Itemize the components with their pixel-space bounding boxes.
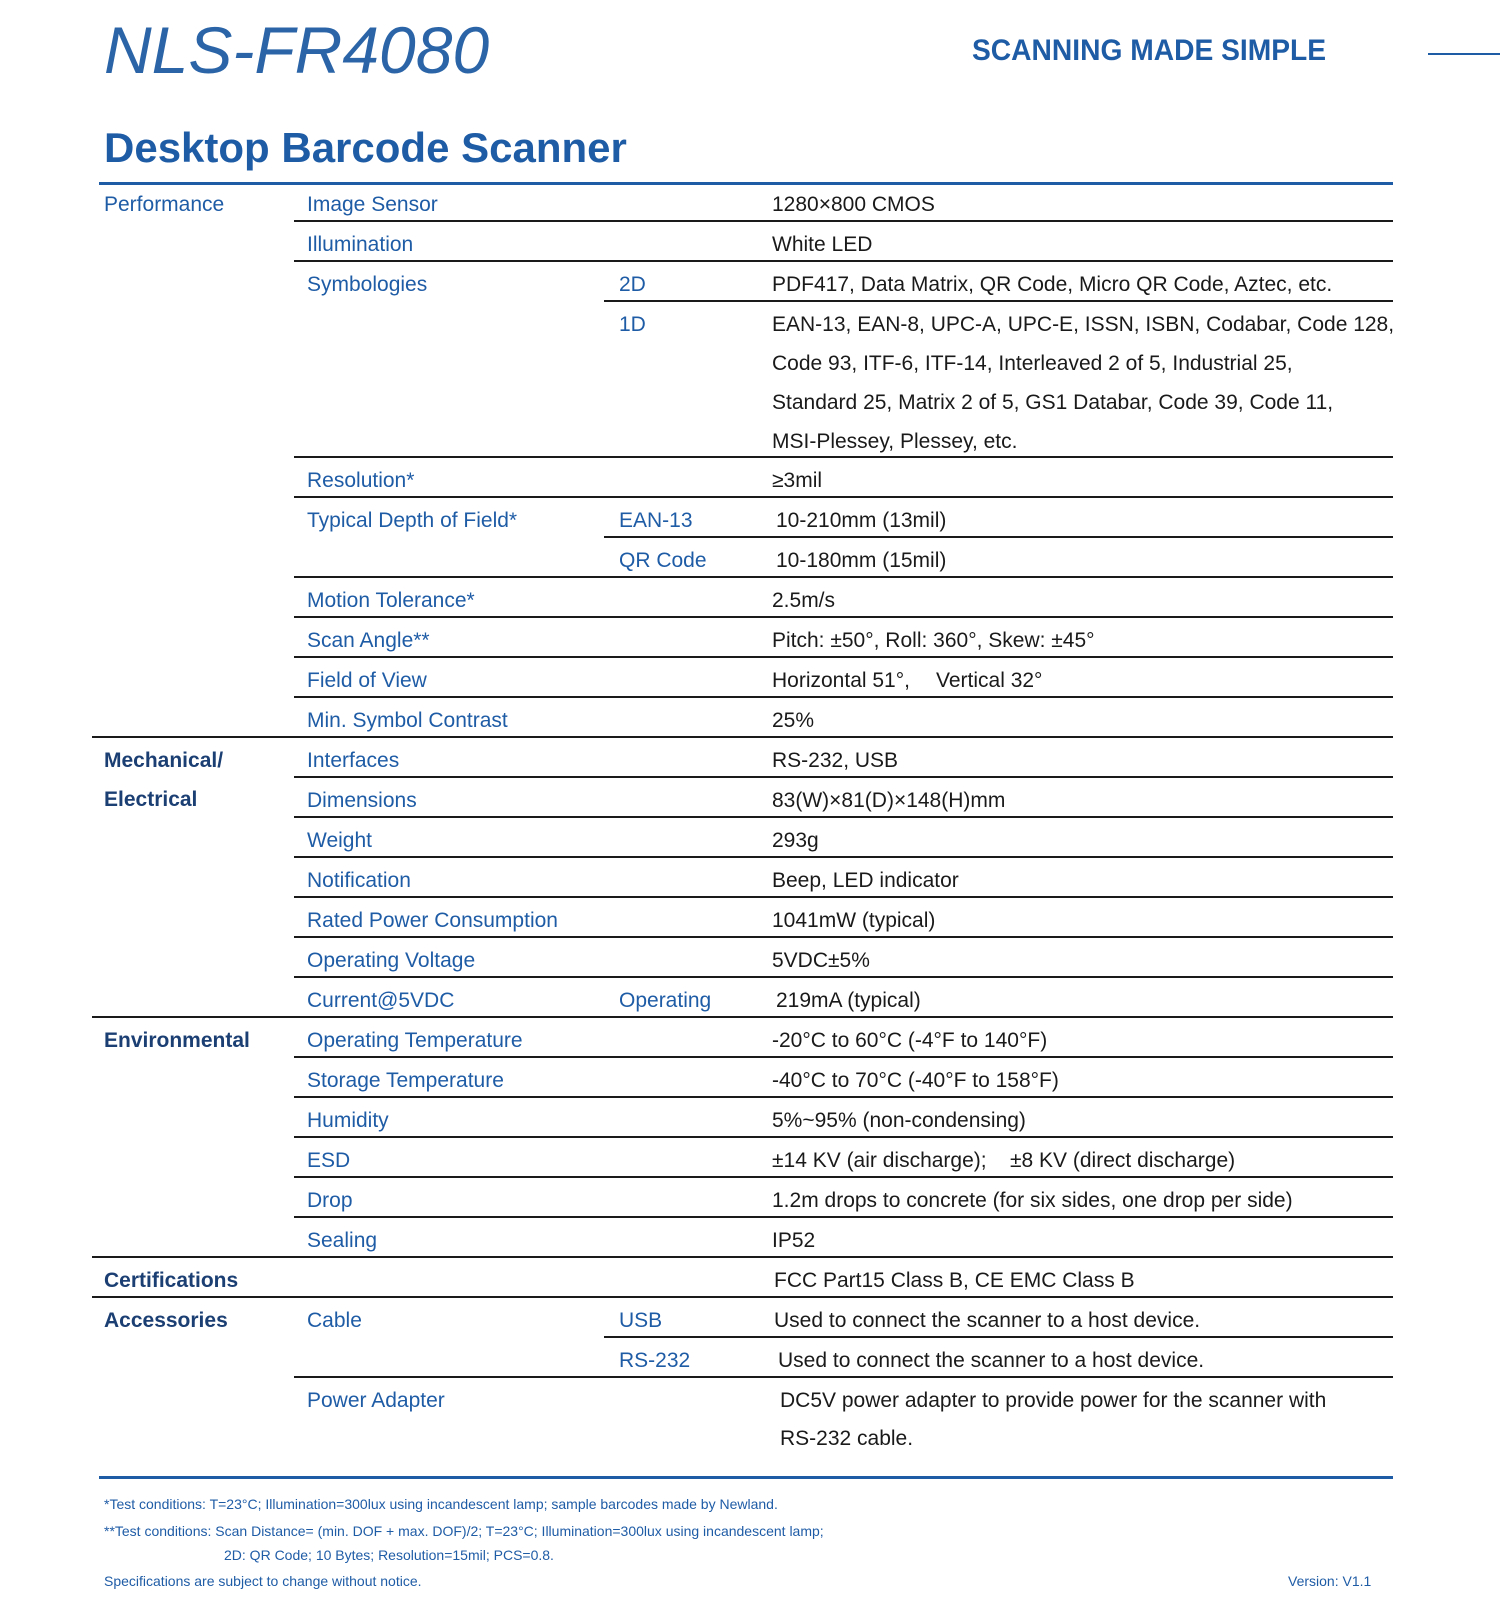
spec-value-interfaces: RS-232, USB <box>772 749 899 772</box>
spec-label-voltage: Operating Voltage <box>307 949 476 972</box>
spec-value-drop: 1.2m drops to concrete (for six sides, one drop per side) <box>772 1189 1293 1212</box>
spec-value-min-contrast: 25% <box>772 709 815 732</box>
row-divider <box>294 696 1393 698</box>
spec-label-dimensions: Dimensions <box>307 789 417 812</box>
spec-label-humidity: Humidity <box>307 1109 389 1132</box>
spec-value-certifications: FCC Part15 Class B, CE EMC Class B <box>774 1269 1135 1292</box>
spec-value-cable-rs232: Used to connect the scanner to a host device. <box>778 1349 1205 1372</box>
row-divider <box>294 1176 1393 1178</box>
spec-value-resolution: ≥3mil <box>772 469 823 492</box>
footnote-scan-conditions: **Test conditions: Scan Distance= (min. DOF + max. DOF)/2; T=23°C; Illumination=300lux using incandescent lamp; <box>104 1523 824 1539</box>
spec-label-power: Rated Power Consumption <box>307 909 558 932</box>
spec-value-scan-angle: Pitch: ±50°, Roll: 360°, Skew: ±45° <box>772 629 1095 652</box>
row-divider <box>294 936 1393 938</box>
spec-value-fov-horizontal: Horizontal 51°, <box>772 669 910 692</box>
spec-label-weight: Weight <box>307 829 372 852</box>
category-electrical: Electrical <box>104 788 198 811</box>
spec-label-interfaces: Interfaces <box>307 749 400 772</box>
spec-label-motion-tolerance: Motion Tolerance* <box>307 589 475 612</box>
spec-label-current: Current@5VDC <box>307 989 455 1012</box>
spec-value-dimensions: 83(W)×81(D)×148(H)mm <box>772 789 1006 812</box>
spec-value-dof-qrcode: 10-180mm (15mil) <box>776 549 947 572</box>
footnote-scan-conditions-cont: 2D: QR Code; 10 Bytes; Resolution=15mil; PCS=0.8. <box>224 1547 554 1563</box>
spec-value-op-temp: -20°C to 60°C (-4°F to 140°F) <box>772 1029 1048 1052</box>
row-divider <box>294 1376 1393 1378</box>
spec-sub-usb: USB <box>619 1309 663 1332</box>
spec-value-2d: PDF417, Data Matrix, QR Code, Micro QR Code, Aztec, etc. <box>772 273 1333 296</box>
spec-sub-operating: Operating <box>619 989 712 1012</box>
row-divider <box>294 1096 1393 1098</box>
spec-sub-rs232: RS-232 <box>619 1349 691 1372</box>
spec-value-cable-usb: Used to connect the scanner to a host device. <box>774 1309 1201 1332</box>
spec-label-scan-angle: Scan Angle** <box>307 629 430 652</box>
spec-label-esd: ESD <box>307 1149 351 1172</box>
spec-label-sealing: Sealing <box>307 1229 378 1252</box>
product-title: NLS-FR4080 <box>104 13 490 87</box>
spec-value-esd-direct: ±8 KV (direct discharge) <box>1010 1149 1236 1172</box>
row-divider <box>294 976 1393 978</box>
spec-label-resolution: Resolution* <box>307 469 415 492</box>
row-divider <box>294 220 1393 222</box>
spec-value-1d-line: EAN-13, EAN-8, UPC-A, UPC-E, ISSN, ISBN, Codabar, Code 128, <box>772 313 1395 336</box>
category-environmental: Environmental <box>104 1029 250 1052</box>
section-divider <box>92 1256 1393 1258</box>
row-divider <box>294 1216 1393 1218</box>
category-performance: Performance <box>104 193 225 216</box>
category-accessories: Accessories <box>104 1309 228 1332</box>
row-divider <box>294 856 1393 858</box>
spec-label-symbologies: Symbologies <box>307 273 428 296</box>
spec-label-drop: Drop <box>307 1189 353 1212</box>
spec-value-fov-vertical: Vertical 32° <box>936 669 1043 692</box>
spec-value-illumination: White LED <box>772 233 873 256</box>
category-mechanical: Mechanical/ <box>104 749 224 772</box>
spec-label-storage-temp: Storage Temperature <box>307 1069 504 1092</box>
row-divider <box>294 896 1393 898</box>
spec-label-illumination: Illumination <box>307 233 414 256</box>
row-divider <box>294 496 1393 498</box>
spec-label-cable: Cable <box>307 1309 362 1332</box>
row-divider <box>294 656 1393 658</box>
section-divider <box>92 1296 1393 1298</box>
spec-value-image-sensor: 1280×800 CMOS <box>772 193 935 216</box>
spec-value-sealing: IP52 <box>772 1229 816 1252</box>
spec-value-1d-line: MSI-Plessey, Plessey, etc. <box>772 430 1018 453</box>
spec-value-motion-tolerance: 2.5m/s <box>772 589 836 612</box>
footnote-test-conditions: *Test conditions: T=23°C; Illumination=300lux using incandescent lamp; sample barcodes made by Newland. <box>104 1496 778 1512</box>
spec-label-image-sensor: Image Sensor <box>307 193 438 216</box>
row-divider <box>604 300 1393 302</box>
page-subtitle: Desktop Barcode Scanner <box>104 124 627 171</box>
row-divider <box>294 1136 1393 1138</box>
row-divider <box>294 576 1393 578</box>
spec-value-humidity: 5%~95% (non-condensing) <box>772 1109 1026 1132</box>
disclaimer: Specifications are subject to change without notice. <box>104 1573 422 1589</box>
spec-label-min-contrast: Min. Symbol Contrast <box>307 709 508 732</box>
row-divider <box>294 816 1393 818</box>
spec-label-notification: Notification <box>307 869 411 892</box>
section-divider <box>92 1016 1393 1018</box>
spec-value-dof-ean13: 10-210mm (13mil) <box>776 509 947 532</box>
spec-sub-qrcode: QR Code <box>619 549 707 572</box>
category-certifications: Certifications <box>104 1269 239 1292</box>
row-divider <box>604 1336 1393 1338</box>
spec-value-notification: Beep, LED indicator <box>772 869 959 892</box>
spec-label-depth-of-field: Typical Depth of Field* <box>307 509 518 532</box>
slogan-line <box>1428 53 1500 55</box>
spec-value-power: 1041mW (typical) <box>772 909 936 932</box>
row-divider <box>294 1056 1393 1058</box>
row-divider <box>294 776 1393 778</box>
slogan: SCANNING MADE SIMPLE <box>972 34 1327 67</box>
row-divider <box>294 260 1393 262</box>
spec-value-voltage: 5VDC±5% <box>772 949 870 972</box>
spec-sub-ean13: EAN-13 <box>619 509 693 532</box>
spec-sub-2d: 2D <box>619 273 646 296</box>
spec-value-power-adapter-line: DC5V power adapter to provide power for the scanner with <box>780 1389 1327 1412</box>
table-bottom-rule <box>99 1476 1393 1479</box>
row-divider <box>294 456 1393 458</box>
spec-value-esd-air: ±14 KV (air discharge); <box>772 1149 987 1172</box>
spec-value-power-adapter-line: RS-232 cable. <box>780 1427 914 1450</box>
section-divider <box>92 736 1393 738</box>
row-divider <box>604 536 1393 538</box>
spec-label-power-adapter: Power Adapter <box>307 1389 445 1412</box>
spec-sub-1d: 1D <box>619 313 646 336</box>
spec-label-field-of-view: Field of View <box>307 669 427 692</box>
spec-value-storage-temp: -40°C to 70°C (-40°F to 158°F) <box>772 1069 1059 1092</box>
row-divider <box>294 616 1393 618</box>
table-top-rule <box>99 182 1393 185</box>
version-label: Version: V1.1 <box>1288 1573 1372 1589</box>
spec-value-current: 219mA (typical) <box>776 989 921 1012</box>
spec-label-op-temp: Operating Temperature <box>307 1029 523 1052</box>
spec-value-1d-line: Code 93, ITF-6, ITF-14, Interleaved 2 of 5, Industrial 25, <box>772 352 1293 375</box>
spec-value-weight: 293g <box>772 829 819 852</box>
spec-value-1d-line: Standard 25, Matrix 2 of 5, GS1 Databar, Code 39, Code 11, <box>772 391 1334 414</box>
